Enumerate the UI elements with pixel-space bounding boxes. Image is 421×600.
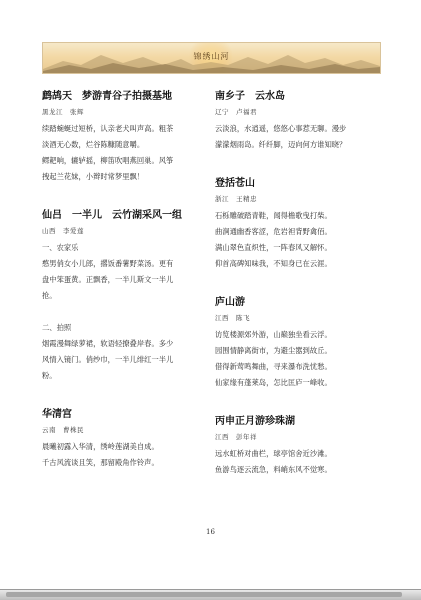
poem-line: 粉。 <box>42 371 57 380</box>
poem-line: 鳏耙响，辘轳摇，柳笛吹唱燕回巢。风筝 <box>42 156 174 165</box>
poem-line: 石栎雕破踏青鞋，闻得檐歌曳打柴。 <box>215 211 332 220</box>
poem-author: 浙江 王精忠 <box>215 195 257 203</box>
poem-title: 登括苍山 <box>215 178 255 189</box>
poem <box>42 408 202 471</box>
poem-line: 满山翠色直炽性，一阵春风又解怀。 <box>215 243 332 252</box>
section-heading: 二、拍照 <box>42 323 72 332</box>
poem-line: 云淡浪，水逍遥，悠悠心事惹无聊。漫步 <box>215 124 347 133</box>
poem-line: 仰首高碑知味我，不知身已在云涯。 <box>215 259 332 268</box>
poem-line: 远水虹桥对曲栏，球亭馆舍近沙滩。 <box>215 449 332 458</box>
poem <box>215 415 385 478</box>
scrollbar-thumb[interactable] <box>6 592 402 597</box>
poem-line: 憨男俏女小儿郎，撂饭番薯野菜汤。更有 <box>42 259 174 268</box>
poem-line: 续踏蜿蜒过短桥，认亲老犬叫声高。粗茶 <box>42 124 174 133</box>
poem-line: 仙家缘有蓬莱岛，怎比匡庐一峰收。 <box>215 378 332 387</box>
header-banner <box>42 42 381 74</box>
poem-line: 烟霞漫舞绿萝裙，软语轻撩叠岸春。多少 <box>42 339 174 348</box>
poem-line: 鱼游鸟逐云流急，料峭东风不觉寒。 <box>215 465 332 474</box>
section-spacer <box>42 304 202 320</box>
poem-title: 丙申正月游珍珠湖 <box>215 416 295 427</box>
poem-line: 淡酒无心数，烂谷陈糠随意嚼。 <box>42 140 145 149</box>
horizontal-scrollbar[interactable] <box>0 589 421 600</box>
poem-line: 园围情静离街市，为避尘嚣到故丘。 <box>215 346 332 355</box>
poem-line: 借得新莺鸣舞曲，寻来瀑布洗忧愁。 <box>215 362 332 371</box>
poem-line: 盘中笨蛋黄。正飘香，一半儿斯文一半儿 <box>42 275 174 284</box>
poem-line: 访览楼源郊外游，山巅独坐看云浮。 <box>215 330 332 339</box>
poem-title: 庐山游 <box>215 297 245 308</box>
section-heading: 一、农家乐 <box>42 243 79 252</box>
banner-title: 锦绣山河 <box>193 52 230 61</box>
poem-line: 风情入镜门。俏纱巾，一半儿绯红一半儿 <box>42 355 174 364</box>
poem-author: 辽宁 卢福君 <box>215 108 257 116</box>
poem <box>215 177 385 272</box>
poem <box>42 90 202 185</box>
poem-line: 千古风流谈且笑，那留殿角作铃声。 <box>42 458 159 467</box>
poem <box>42 209 202 384</box>
poem-author: 江西 陈飞 <box>215 314 250 322</box>
poem <box>215 296 385 391</box>
poem-author: 云南 曹株民 <box>42 426 84 434</box>
left-column <box>42 90 202 495</box>
poem-line: 晨曦初露入华清，绣岭莲湖美自成。 <box>42 442 159 451</box>
poem-line: 抢。 <box>42 291 57 300</box>
poem-line: 拽起兰花妹，小辫时常梦里飘！ <box>42 172 145 181</box>
right-column <box>215 90 385 502</box>
page-number: 16 <box>206 528 215 536</box>
poem-title: 华清宫 <box>42 409 72 420</box>
poem-title: 仙吕 一半儿 云竹湖采风一组 <box>42 210 182 221</box>
poem-title: 南乡子 云水岛 <box>215 91 285 102</box>
poem-line: 濛濛烟雨岛。纤纤脚，迈向何方谁知晓？ <box>215 140 347 149</box>
poem-author: 山西 李爱莲 <box>42 227 84 235</box>
poem <box>215 90 385 153</box>
poem-title: 鹧鸪天 梦游青谷子拍摄基地 <box>42 91 172 102</box>
poem-author: 江西 彭年祥 <box>215 433 257 441</box>
poem-author: 黑龙江 张辉 <box>42 108 84 116</box>
poem-line: 曲涧通幽香客涩，危岩袒背野禽佰。 <box>215 227 332 236</box>
